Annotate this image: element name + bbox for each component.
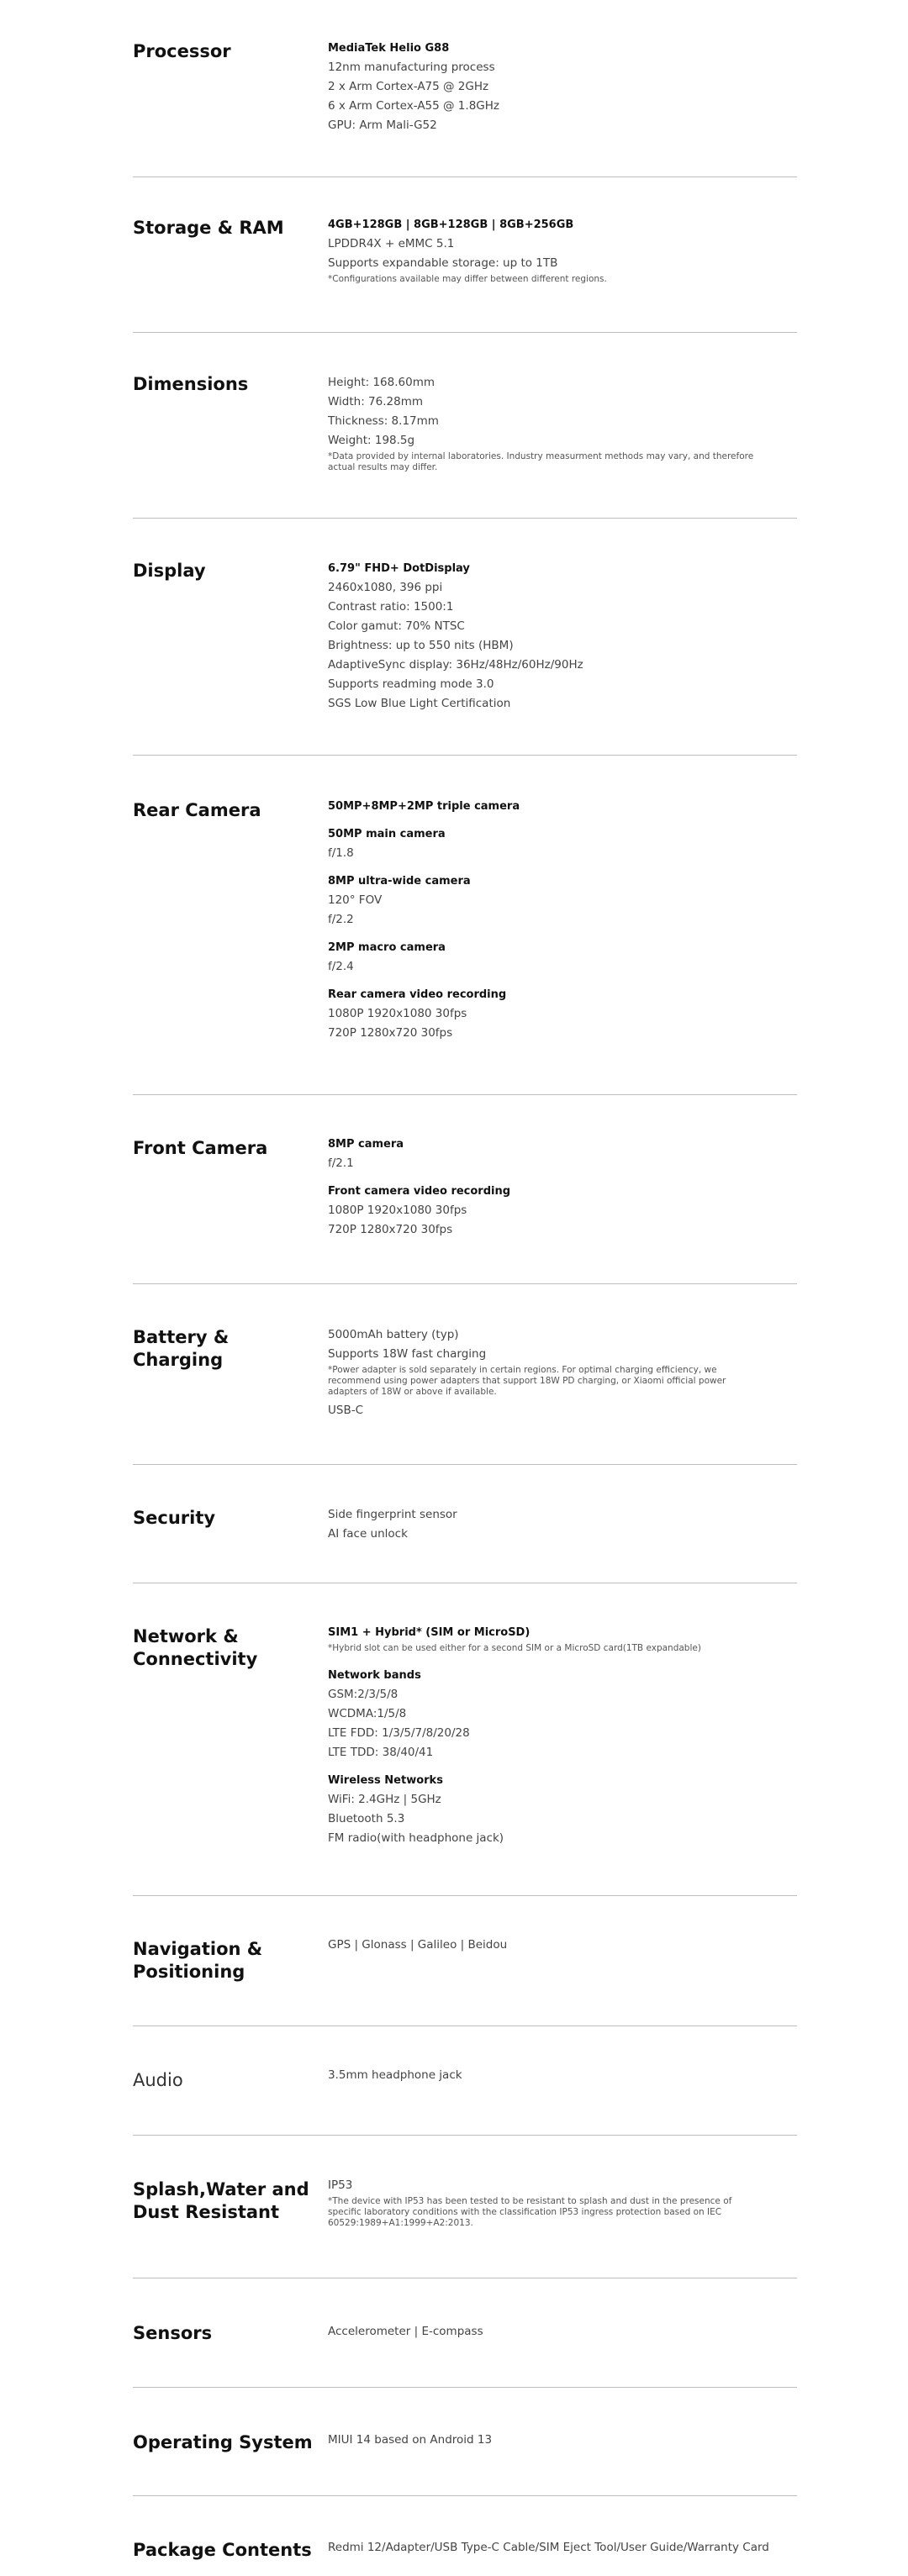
spec-line: 1080P 1920x1080 30fps (328, 1204, 467, 1217)
section-title: Package Contents (133, 2540, 312, 2560)
spec-line: Thickness: 8.17mm (328, 414, 439, 428)
spec-heading: Wireless Networks (328, 1774, 443, 1787)
section-title: Sensors (133, 2323, 213, 2343)
spec-line: GSM:2/3/5/8 (328, 1688, 399, 1701)
section-content (328, 559, 782, 714)
section-title: Rear Camera (133, 800, 261, 820)
spec-line: GPU: Arm Mali-G52 (328, 119, 437, 132)
spec-heading: Network bands (328, 1669, 421, 1682)
spec-line: Supports 18W fast charging (328, 1347, 487, 1361)
spec-line: Redmi 12/Adapter/USB Type-C Cable/SIM Eject Tool/User Guide/Warranty Card (328, 2541, 769, 2554)
spec-line: WiFi: 2.4GHz | 5GHz (328, 1793, 441, 1806)
section-title-line: Battery & (133, 1327, 230, 1347)
spec-line: 720P 1280x720 30fps (328, 1026, 453, 1040)
spec-line: LTE FDD: 1/3/5/7/8/20/28 (328, 1726, 470, 1740)
section-title (133, 1625, 318, 1671)
section-title-line: Splash,Water and (133, 2179, 309, 2199)
spec-note: *Power adapter is sold separately in certain regions. For optimal charging efficiency, we recommend using power adapters that support 18W PD charging, or Xiaomi official power adapters of 18W or above if available. (328, 1365, 726, 1397)
section-title (133, 2178, 318, 2224)
spec-line: 4GB+128GB | 8GB+128GB | 8GB+256GB (328, 219, 574, 231)
spec-line: Weight: 198.5g (328, 434, 415, 447)
divider (133, 1464, 797, 1465)
section-title-line: Dust Resistant (133, 2202, 280, 2222)
spec-line: 2 x Arm Cortex-A75 @ 2GHz (328, 80, 489, 93)
section-title: Operating System (133, 2432, 313, 2452)
spec-line: 12nm manufacturing process (328, 61, 495, 74)
divider (133, 332, 797, 333)
section-content (328, 797, 782, 1043)
divider (133, 176, 797, 177)
spec-line: USB-C (328, 1404, 364, 1417)
section-content (328, 39, 782, 135)
section-title: Processor (133, 41, 231, 61)
spec-line: Accelerometer | E-compass (328, 2325, 483, 2338)
spec-heading: 8MP camera (328, 1138, 404, 1151)
section-title: Audio (133, 2070, 183, 2090)
spec-line: SGS Low Blue Light Certification (328, 697, 511, 710)
spec-line: MIUI 14 based on Android 13 (328, 2433, 493, 2447)
section-title-line: Connectivity (133, 1649, 258, 1669)
spec-line: 5000mAh battery (typ) (328, 1328, 459, 1341)
section-content (328, 215, 782, 288)
section-title (133, 1326, 318, 1372)
spec-line: Side fingerprint sensor (328, 1508, 457, 1521)
spec-line: 2460x1080, 396 ppi (328, 581, 443, 594)
spec-line: FM radio(with headphone jack) (328, 1831, 504, 1845)
spec-line: IP53 (328, 2178, 353, 2192)
spec-heading: SIM1 + Hybrid* (SIM or MicroSD) (328, 1626, 531, 1639)
spec-note: *The device with IP53 has been tested to be resistant to splash and dust in the presence of specific laboratory conditions with the classification IP53 ingress protection based on IEC 60529:1989+A1:1999+A2:2013. (328, 2196, 732, 2228)
spec-line: Width: 76.28mm (328, 395, 424, 408)
section-title: Front Camera (133, 1138, 268, 1158)
spec-line: AdaptiveSync display: 36Hz/48Hz/60Hz/90Hz (328, 658, 583, 672)
spec-note: *Configurations available may differ between different regions. (328, 274, 607, 284)
spec-line: AI face unlock (328, 1527, 408, 1541)
spec-line: f/2.2 (328, 913, 354, 926)
section-title-line: Positioning (133, 1962, 245, 1982)
spec-note: *Data provided by internal laboratories. Industry measurment methods may vary, and therefore actual results may differ. (328, 451, 754, 472)
section-title (133, 1938, 318, 1983)
spec-line: LTE TDD: 38/40/41 (328, 1746, 434, 1759)
spec-line: 6 x Arm Cortex-A55 @ 1.8GHz (328, 99, 499, 113)
spec-line: f/2.4 (328, 960, 354, 973)
spec-line: f/1.8 (328, 846, 354, 860)
spec-heading: Front camera video recording (328, 1185, 511, 1198)
spec-line: LPDDR4X + eMMC 5.1 (328, 237, 455, 250)
spec-note: *Hybrid slot can be used either for a second SIM or a MicroSD card(1TB expandable) (328, 1643, 701, 1653)
section-content (328, 2066, 782, 2085)
section-title: Security (133, 1508, 216, 1528)
spec-line: GPS | Glonass | Galileo | Beidou (328, 1938, 508, 1952)
spec-line: f/2.1 (328, 1156, 354, 1170)
spec-line: Supports expandable storage: up to 1TB (328, 256, 558, 270)
spec-line: MediaTek Helio G88 (328, 42, 450, 55)
section-content (328, 1505, 782, 1544)
divider (133, 755, 797, 756)
section-title-line: Charging (133, 1350, 224, 1370)
divider (133, 1094, 797, 1095)
divider (133, 1895, 797, 1896)
section-content (328, 2322, 782, 2342)
spec-line: 6.79" FHD+ DotDisplay (328, 562, 470, 575)
divider (133, 2135, 797, 2136)
spec-line: Brightness: up to 550 nits (HBM) (328, 639, 514, 652)
section-title: Dimensions (133, 374, 249, 394)
spec-heading: 8MP ultra-wide camera (328, 875, 471, 888)
section-title-line: Network & (133, 1626, 239, 1646)
spec-line: Height: 168.60mm (328, 376, 436, 389)
divider (133, 2387, 797, 2388)
spec-heading: Rear camera video recording (328, 988, 507, 1001)
section-content (328, 2538, 782, 2558)
spec-line: Supports readming mode 3.0 (328, 677, 494, 691)
section-content (328, 1325, 782, 1420)
spec-line: Contrast ratio: 1500:1 (328, 600, 454, 614)
spec-line: 120° FOV (328, 893, 383, 907)
section-title: Display (133, 561, 206, 581)
section-content (328, 2431, 782, 2450)
spec-line: Bluetooth 5.3 (328, 1812, 405, 1825)
spec-line: 3.5mm headphone jack (328, 2068, 462, 2082)
section-title-line: Navigation & (133, 1939, 263, 1959)
spec-line: 720P 1280x720 30fps (328, 1223, 453, 1236)
section-content (328, 373, 782, 477)
section-content (328, 2176, 782, 2232)
divider (133, 2495, 797, 2496)
spec-line: WCDMA:1/5/8 (328, 1707, 407, 1720)
divider (133, 1283, 797, 1284)
section-content (328, 1936, 782, 1955)
spec-line: Color gamut: 70% NTSC (328, 619, 465, 633)
spec-heading: 2MP macro camera (328, 941, 446, 954)
spec-line: 1080P 1920x1080 30fps (328, 1007, 467, 1020)
divider (133, 518, 797, 519)
spec-heading: 50MP+8MP+2MP triple camera (328, 800, 520, 813)
section-content (328, 1135, 782, 1240)
section-title: Storage & RAM (133, 218, 284, 238)
spec-heading: 50MP main camera (328, 828, 446, 840)
section-content (328, 1623, 782, 1848)
